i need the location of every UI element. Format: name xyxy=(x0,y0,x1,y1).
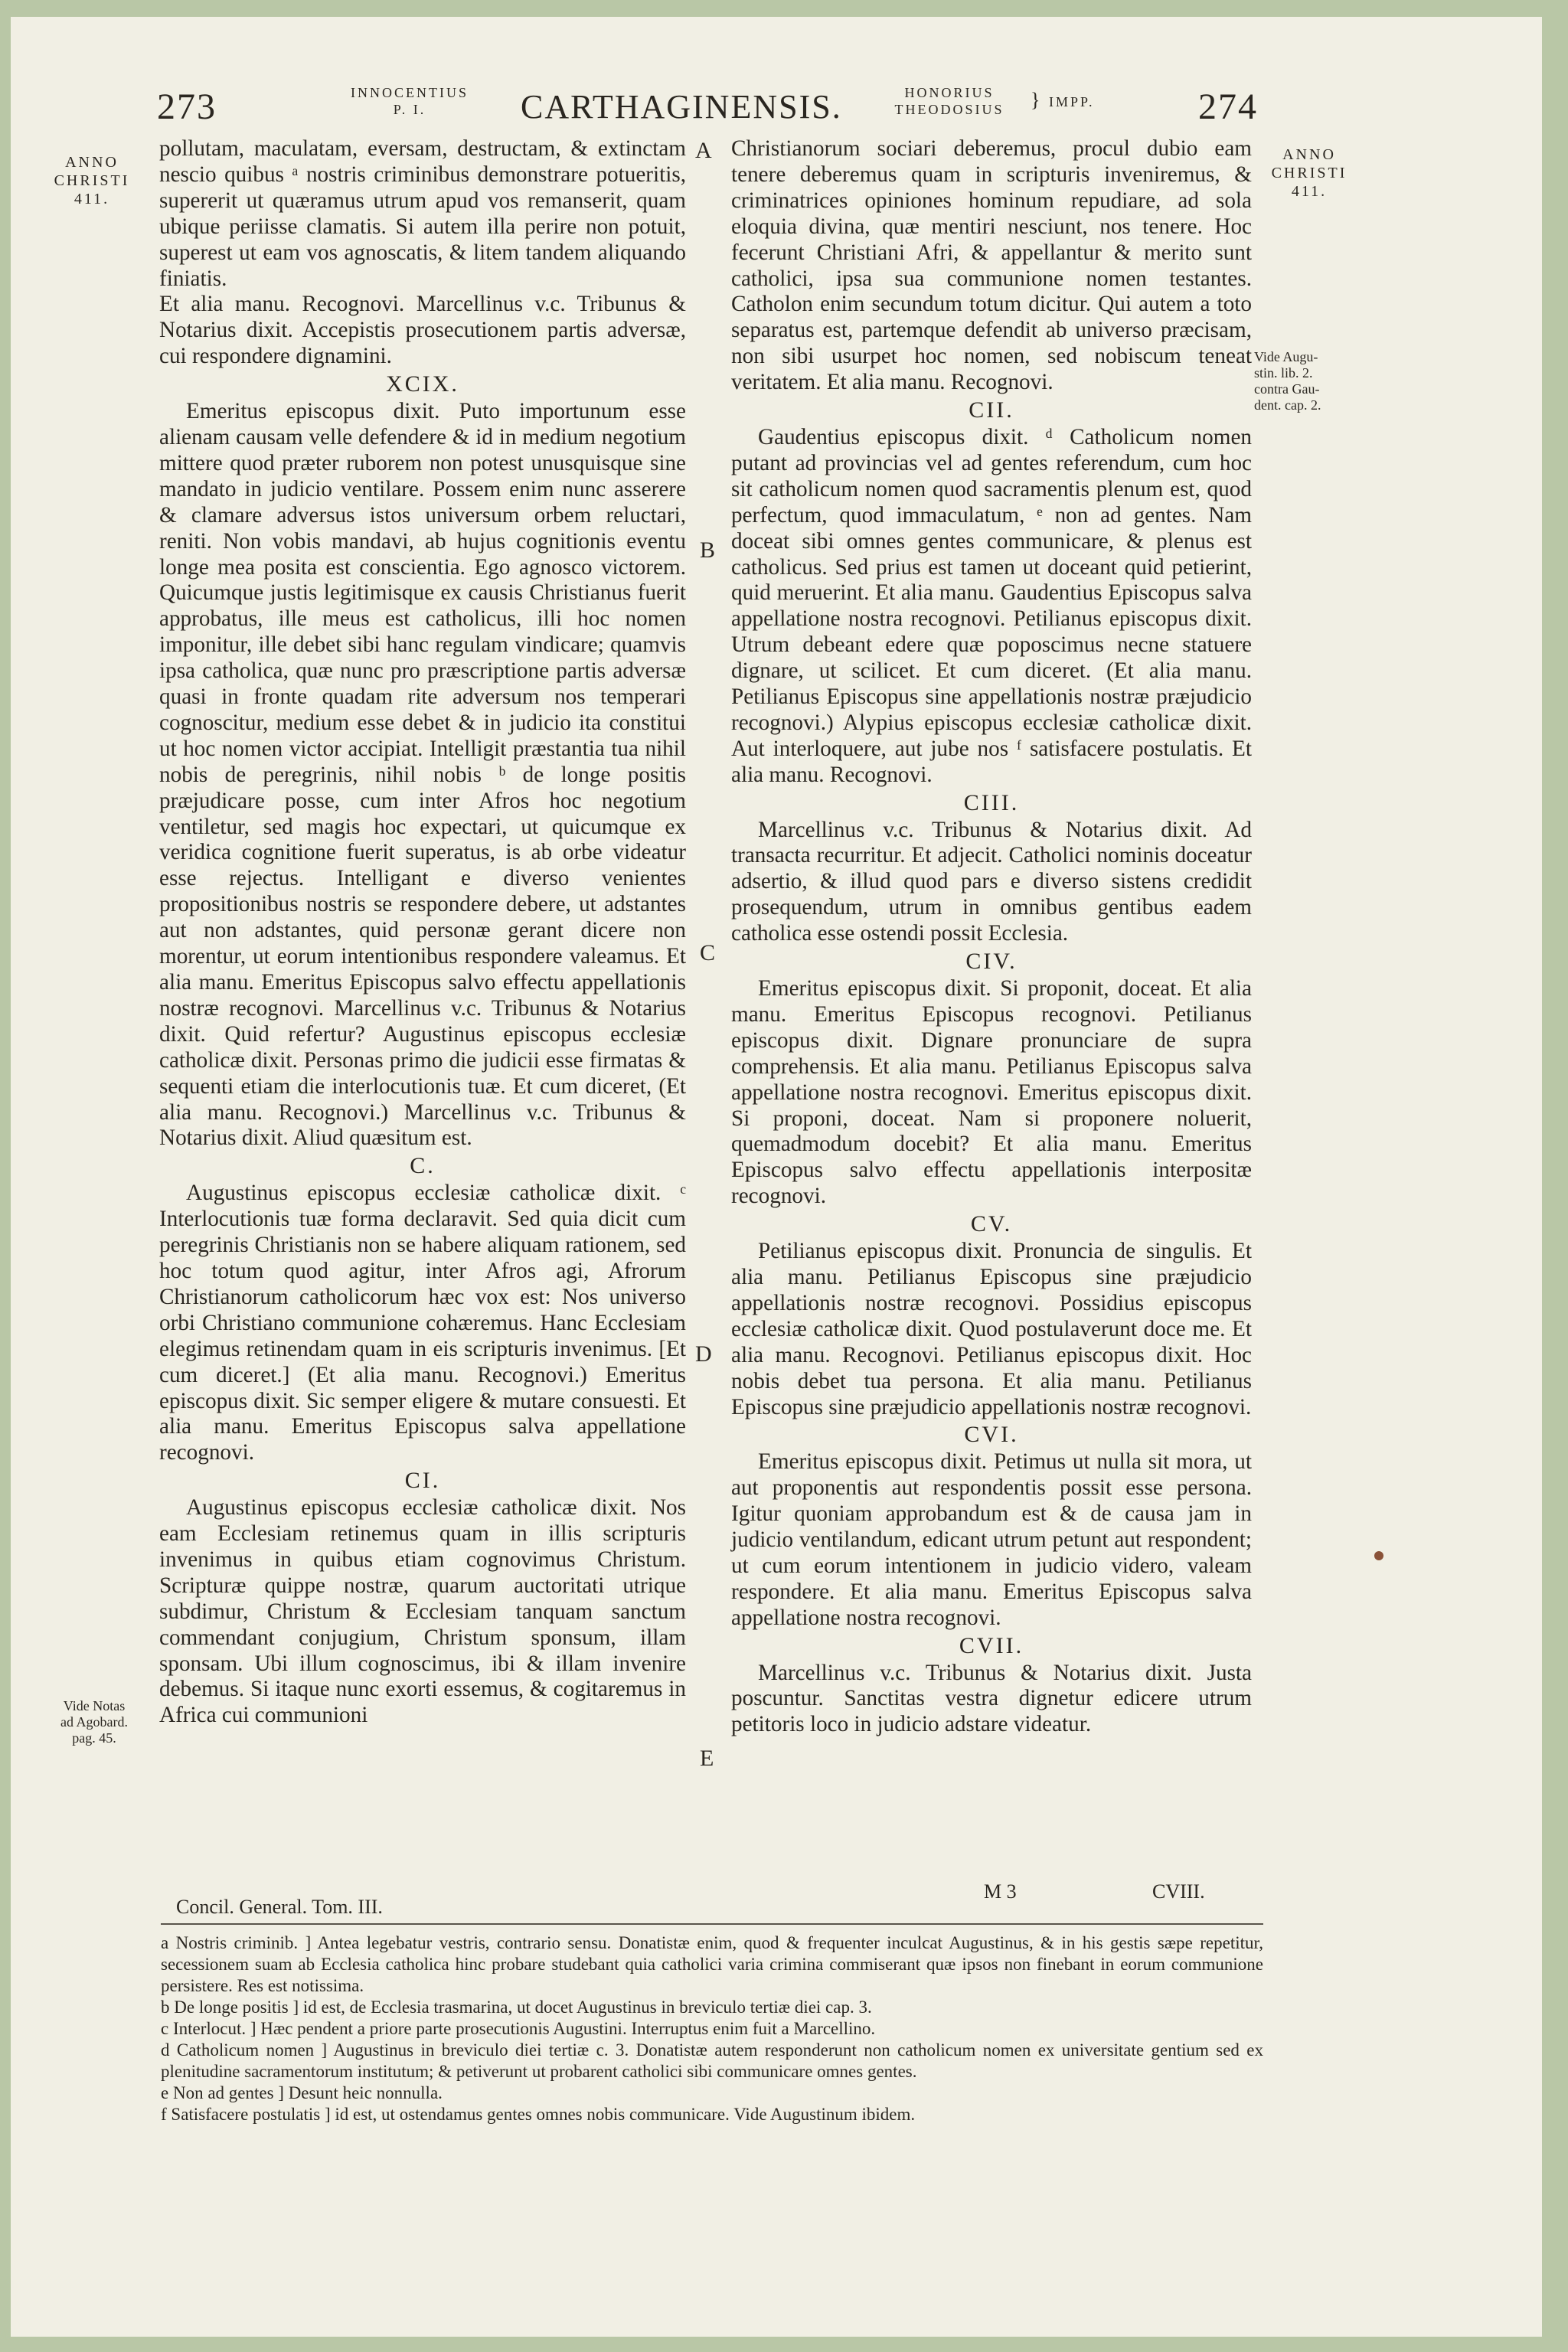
signature-mark: M 3 xyxy=(984,1880,1017,1903)
section-letter-d: D xyxy=(695,1341,712,1367)
section-heading-ciii: CIII. xyxy=(963,789,1020,815)
section-xcix-text: Emeritus episcopus dixit. Puto importunum esse alienam causam velle defendere & id in medium negotium mittere quod præter ruborem non potest unusquisque sine mandato in judicio ventilare. Possem enim nunc asserere & clamare adversus istos universum orbem reluctari, reniti. Non vobis mandavi, ab hujus cognitionis eventu longe mea posita est conscientia. Ego agnosco victorem. Quicumque justis legitimisque ex causis Christianus fuerit approbatus, ille meus est catholicus, illi hoc nomen imponitur, ille debet sibi hanc regulam vindicare; quamvis ipsa catholica, quæ nunc pro præscriptione partis adversæ quasi in fronte quadam rite adversum nos temperari cognoscitur, medium esse debet & in judicio ita constitui ut hoc nomen victor accipiat. Intelligit præstantia tua nihil nobis de peregrinis, nihil nobis ᵇ de longe positis præjudicare posse, cum inter Afros hoc negotium ventiletur, sed magis hoc expectari, ut quicumque ex veridica cognitione fuerit superatus, is ab orbe videatur esse rejectus. Intelligant e diverso venientes propositionibus nostris se respondere debere, ut adstantes aut non adstantes, quid personæ gerant dicere non morentur, ut eorum intentionibus respondere valeamus. Et alia manu. Emeritus Episcopus salvo effectu appellationis nostræ recognovi. Marcellinus v.c. Tribunus & Notarius dixit. Quid refertur? Augustinus episcopus ecclesiæ catholicæ dixit. Personas primo die judicii esse firmatas & sequenti etiam die interlocutionis tuæ. Et cum diceret, (Et alia manu. Recognovi.) Marcellinus v.c. Tribunus & Notarius dixit. Aliud quæsitum est. xyxy=(159,399,686,1151)
footnote-b: b De longe positis ] id est, de Ecclesia trasmarina, ut docet Augustinus in breviculo tertiæ diei cap. 3. xyxy=(161,1998,872,2017)
section-cvii-text: Marcellinus v.c. Tribunus & Notarius dixit. Justa poscuntur. Sanctitas vestra dignetur edicere utrum petitoris loco in judicio adstare videatur. xyxy=(731,1660,1252,1737)
right-intro: Christianorum sociari deberemus, procul dubio eam tenere deberemus quam in scripturis inveniremus, & criminatrices opiniones hominum repudiare, ad sola eloquia divina, quæ mentiri nesciunt, nos tenere. Hoc fecerunt Christiani Afri, & appellantur & merito sunt catholici, ipsa sua communione nomen testantes. Catholon enim secundum totum dicitur. Qui autem a toto separatus est, partemque defendit ab universo præcisam, non sibi usurpet hoc nomen, sed nobiscum teneat veritatem. Et alia manu. Recognovi. xyxy=(731,136,1252,395)
margin-ref-agobard: Vide Notas ad Agobard. pag. 45. xyxy=(60,1698,128,1746)
running-title: CARTHAGINENSIS. xyxy=(521,88,842,126)
section-cvi-text: Emeritus episcopus dixit. Petimus ut nulla sit mora, ut aut proponentis aut respondentis possit esse persona. Igitur quoniam approbandum est & de causa jam in judicio ventilandum, edicant utrum petunt aut respondent; ut cum eorum intentionem in judicio videro, valeam respondere. Et alia manu. Emeritus Episcopus salva appellatione nostra recognovi. xyxy=(731,1449,1252,1630)
right-column xyxy=(731,136,1252,1738)
ink-spot-icon xyxy=(1374,1551,1383,1560)
section-heading-cvi: CVI. xyxy=(964,1422,1019,1448)
section-civ-text: Emeritus episcopus dixit. Si proponit, doceat. Et alia manu. Emeritus Episcopus recognovi. Petilianus episcopus dixit. Dignare pronunciare de supra comprehensis. Et alia manu. Petilianus Episcopus salva appellatione nostra recognovi. Emeritus episcopus dixit. Si proponi, doceat. Nam si proponere noluerit, quemadmodum docebit? Et alia manu. Emeritus Episcopus salvo effectu appellationis interpositæ recognovi. xyxy=(731,976,1252,1209)
section-heading-cv: CV. xyxy=(970,1211,1013,1237)
section-letter-c: C xyxy=(700,940,716,965)
footnote-e: e Non ad gentes ] Desunt heic nonnulla. xyxy=(161,2083,443,2102)
section-letter-b: B xyxy=(700,537,716,563)
signature-line: Concil. General. Tom. III. xyxy=(176,1896,383,1918)
left-intro: pollutam, maculatam, eversam, destructam, & extinctam nescio quibus ᵃ nostris criminibus demonstrare potueritis, supererit ut quæramus utrum apud vos remanserit, quam ubique periisse clamatis. Si autem illa perire non potuit, superest ut eam vos agnoscatis, & litem tandem aliquando finiatis. xyxy=(159,136,686,291)
left-intro-signoff: Et alia manu. Recognovi. Marcellinus v.c. Tribunus & Notarius dixit. Accepistis prosecutionem partis adversæ, cui respondere dignamini. xyxy=(159,292,686,369)
section-heading-cii: CII. xyxy=(969,397,1014,423)
section-ciii-text: Marcellinus v.c. Tribunus & Notarius dixit. Ad transacta recurritur. Et adjecit. Catholici nominis doceatur adsertio, & illud quod pars e diverso sistens credidit prosequendum, utrum in omnibus gentibus eadem catholica esse ostendi possit Ecclesia. xyxy=(731,817,1252,946)
section-heading-c: C. xyxy=(410,1153,436,1179)
margin-year-left: ANNO CHRISTI 411. xyxy=(54,154,130,207)
footnote-d: d Catholicum nomen ] Augustinus in breviculo diei tertiæ c. 3. Donatistæ autem responderunt non catholicum nomen ex universitate gentium sed ex plenitudine sacramentorum institutum; & petiverunt ut probarent catholici sibi communicare omnes gentes. xyxy=(161,2040,1263,2081)
footnote-rule xyxy=(161,1923,1263,1925)
running-head-pope: INNOCENTIUS P. I. xyxy=(351,85,469,117)
footnote-c: c Interlocut. ] Hæc pendent a priore parte prosecutionis Augustini. Interruptus enim fuit a Marcellino. xyxy=(161,2019,876,2038)
page-number-left: 273 xyxy=(157,87,217,127)
section-c-text: Augustinus episcopus ecclesiæ catholicæ dixit. ᶜ Interlocutionis tuæ forma declaravit. Sed quia dicit cum peregrinis Christianis non se habere aliquam rationem, sed hoc totum quod agitur, inter Afros agi, Afrorum Christianorum catholicorum hæc vox est: Nos universo orbi Christiano communione cohæremus. Hanc Ecclesiam elegimus retinendam quam in eis scripturis invenimus. [Et cum diceret.] (Et alia manu. Recognovi.) Emeritus episcopus dixit. Sic semper eligere & mutare consuesti. Et alia manu. Emeritus Episcopus salva appellatione recognovi. xyxy=(159,1181,686,1465)
section-cii-text: Gaudentius episcopus dixit. ᵈ Catholicum nomen putant ad provincias vel ad gentes referendum, cum hoc sit catholicum nomen quod sacramentis plenum est, quod perfectum, quod immaculatum, ᵉ non ad gentes. Nam doceat sibi omnes gentes communicare, & plenus est catholicus. Sed prius est tamen ut doceant quid petierint, quid meruerint. Et alia manu. Gaudentius Episcopus salva appellatione nostra recognovi. Petilianus episcopus dixit. Utrum debeant edere quæ poposcimus necne statuere dignare, ut scilicet. Et cum diceret. (Et alia manu. Petilianus Episcopus sine appellationis nostræ præjudicio recognovi.) Alypius episcopus ecclesiæ catholicæ dixit. Aut interloquere, aut jube nos ᶠ satisfacere postulatis. Et alia manu. Recognovi. xyxy=(731,424,1252,787)
brace-icon: } xyxy=(1031,89,1043,111)
section-ci-text: Augustinus episcopus ecclesiæ catholicæ dixit. Nos eam Ecclesiam retinemus quam in illis scripturis invenimus in quibus etiam cognovimus Christum. Scripturæ quippe nostræ, quarum auctoritati utrique subdimur, Christum & Ecclesiam tanquam sanctum commendant conjugium, Christum sponsum, illam sponsam. Ubi illum cognoscimus, ibi & illam invenire debemus. Si itaque nunc exorti essemus, & cogitaremus in Africa cui communioni xyxy=(159,1495,686,1728)
section-heading-ci: CI. xyxy=(404,1468,441,1494)
section-heading-civ: CIV. xyxy=(965,949,1018,975)
footnote-a: a Nostris criminib. ] Antea legebatur vestris, contrario sensu. Donatistæ enim, quod & frequenter inculcat Augustinus, & in his gestis sæpe repetitur, secessionem suam ab Ecclesia catholica hinc probare studebant quia catholici varia crimina commiserant quæ ipsos non finebant in eorum communione persistere. Res est notissima. xyxy=(161,1933,1263,1995)
footnotes xyxy=(161,1932,1263,2125)
section-heading-cvii: CVII. xyxy=(959,1632,1024,1658)
page-number-right: 274 xyxy=(1198,87,1258,127)
catchword: CVIII. xyxy=(1152,1880,1205,1903)
section-cv-text: Petilianus episcopus dixit. Pronuncia de singulis. Et alia manu. Petilianus Episcopus sine præjudicio appellationis nostræ recognovi. Possidius episcopus ecclesiæ catholicæ dixit. Quod postulaverunt doce me. Et alia manu. Recognovi. Petilianus episcopus dixit. Hoc nobis debet tua persona. Et alia manu. Petilianus Episcopus sine præjudicio appellationis nostræ recognovi. xyxy=(731,1239,1252,1419)
margin-year-right: ANNO CHRISTI 411. xyxy=(1271,146,1348,200)
section-letter-e: E xyxy=(700,1746,714,1771)
running-head-emperors: HONORIUS THEODOSIUS xyxy=(894,85,1004,117)
section-heading-xcix: XCIX. xyxy=(386,371,459,397)
running-head-impp: IMPP. xyxy=(1049,94,1095,109)
section-letter-a: A xyxy=(695,138,712,163)
footnote-f: f Satisfacere postulatis ] id est, ut ostendamus gentes omnes nobis communicare. Vide Augustinum ibidem. xyxy=(161,2105,916,2124)
left-column xyxy=(159,136,686,1729)
margin-ref-augustin: Vide Augu- stin. lib. 2. contra Gau- dent. cap. 2. xyxy=(1254,349,1321,413)
